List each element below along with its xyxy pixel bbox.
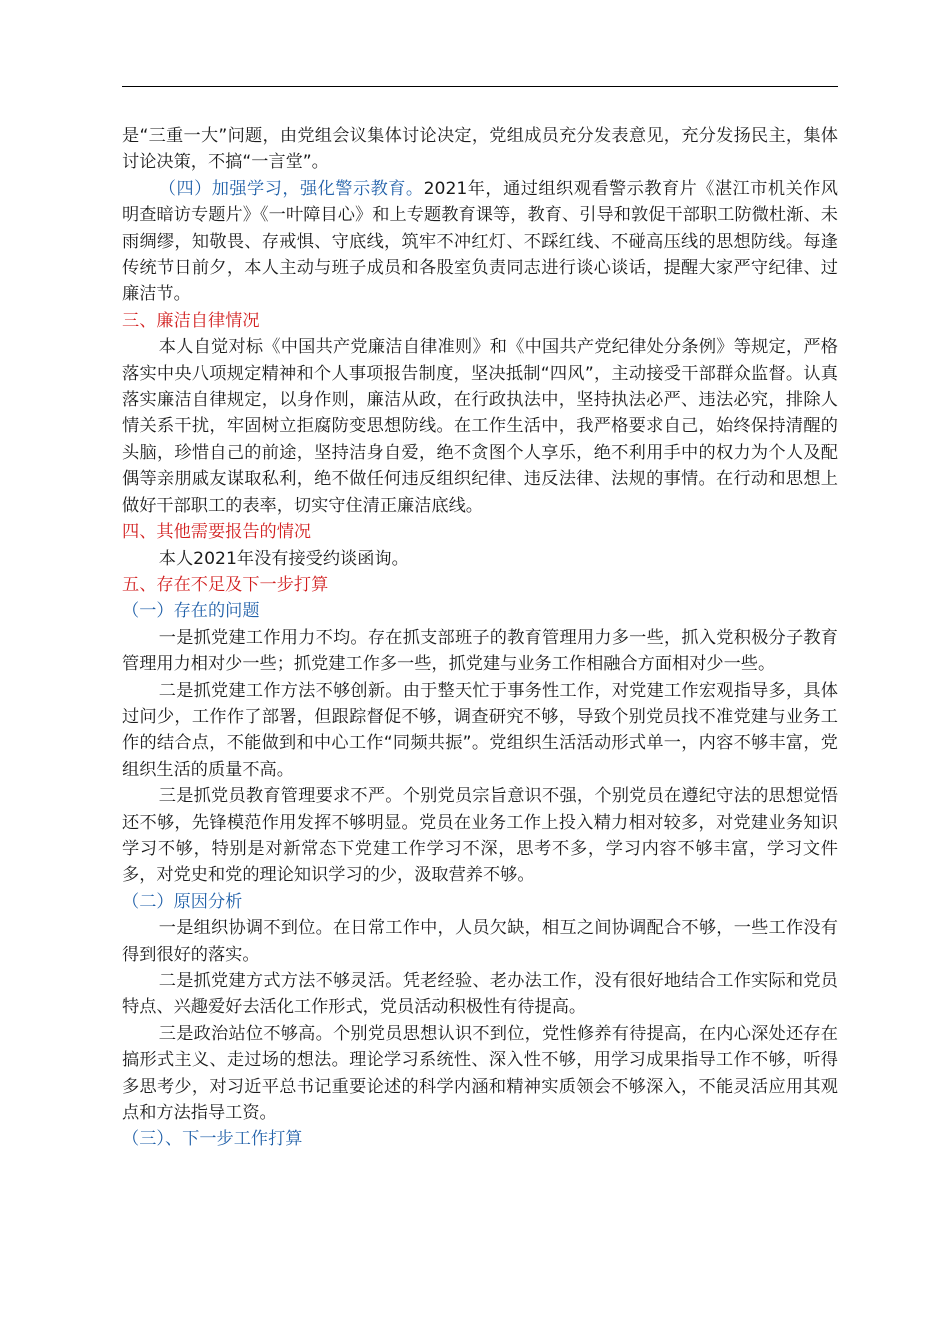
paragraph-continued: 是“三重一大”问题，由党组会议集体讨论决定，党组成员充分发表意见，充分发扬民主，集体讨论决策，不搞“一言堂”。 xyxy=(122,126,838,173)
paragraph-cause-2: 二是抓党建方式方法不够灵活。凭老经验、老办法工作，没有很好地结合工作实际和党员特点、兴趣爱好去活化工作形式，党员活动积极性有待提高。 xyxy=(122,971,838,1018)
paragraph-problem-2: 二是抓党建工作方法不够创新。由于整天忙于事务性工作，对党建工作宏观指导多，具体过问少，工作作了部署，但跟踪督促不够，调查研究不够，导致个别党员找不准党建与业务工作的结合点，不能做到和中心工作“同频共振”。党组织生活活动形式单一，内容不够丰富，党组织生活的质量不高。 xyxy=(122,680,838,780)
paragraph-cause-3: 三是政治站位不够高。个别党员思想认识不到位，党性修养有待提高，在内心深处还存在搞形式主义、走过场的想法。理论学习系统性、深入性不够，用学习成果指导工作不够，听得多思考少，对习近平总书记重要论述的科学内涵和精神实质领会不够深入，不能灵活应用其观点和方法指导工资。 xyxy=(122,1023,838,1124)
section-heading-integrity: 三、廉洁自律情况 xyxy=(122,310,260,331)
paragraph-problem-3: 三是抓党员教育管理要求不严。个别党员宗旨意识不强，个别党员在遵纪守法的思想觉悟还不够，先锋模范作用发挥不够明显。党员在业务工作上投入精力相对较多，对党建业务知识学习不够，特别是对新常态下党建工作学习不深，思考不多，学习内容不够丰富，学习文件多，对党史和党的理论知识学习的少，汲取营养不够。 xyxy=(122,786,838,886)
paragraph-lead-heading: （四）加强学习，强化警示教育。 xyxy=(158,178,424,199)
paragraph-body-text: 2021年，通过组织观看警示教育片《湛江市机关作风明查暗访专题片》《一叶障目心》和上专题教育课等，教育、引导和敦促干部职工防微杜渐、未雨绸缪，知敬畏、存戒惧、守底线，筑牢不冲红灯、不踩红线、不碰高压线的思想防线。每逢传统节日前夕，本人主动与班子成员和各股室负责同志进行谈心谈话，提醒大家严守纪律、过廉洁节。 xyxy=(122,178,838,305)
subsection-heading-next-steps: （三）、下一步工作打算 xyxy=(122,1129,303,1150)
paragraph-cause-1: 一是组织协调不到位。在日常工作中，人员欠缺，相互之间协调配合不够，一些工作没有得到很好的落实。 xyxy=(122,918,838,965)
section-heading-shortcomings: 五、存在不足及下一步打算 xyxy=(122,574,329,595)
paragraph-study-warning xyxy=(122,176,838,308)
header-rule xyxy=(122,86,838,87)
section-heading-other-matters: 四、其他需要报告的情况 xyxy=(122,522,312,543)
paragraph-other-matters: 本人2021年没有接受约谈函询。 xyxy=(158,548,409,569)
subsection-heading-problems: （一）存在的问题 xyxy=(122,601,260,622)
document-body xyxy=(122,123,838,1153)
paragraph-integrity: 本人自觉对标《中国共产党廉洁自律准则》和《中国共产党纪律处分条例》等规定，严格落实中央八项规定精神和个人事项报告制度，坚决抵制“四风”，主动接受干部群众监督。认真落实廉洁自律规定，以身作则，廉洁从政，在行政执法中，坚持执法必严、违法必究，排除人情关系干扰，牢固树立拒腐防变思想防线。在工作生活中，我严格要求自己，始终保持清醒的头脑，珍惜自己的前途，坚持洁身自爱，绝不贪图个人享乐，绝不利用手中的权力为个人及配偶等亲朋戚友谋取私利，绝不做任何违反组织纪律、违反法律、法规的事情。在行动和思想上做好干部职工的表率，切实守住清正廉洁底线。 xyxy=(122,337,838,516)
paragraph-problem-1: 一是抓党建工作用力不均。存在抓支部班子的教育管理用力多一些，抓入党积极分子教育管理用力相对少一些；抓党建工作多一些，抓党建与业务工作相融合方面相对少一些。 xyxy=(122,627,838,675)
subsection-heading-causes: （二）原因分析 xyxy=(122,891,243,912)
